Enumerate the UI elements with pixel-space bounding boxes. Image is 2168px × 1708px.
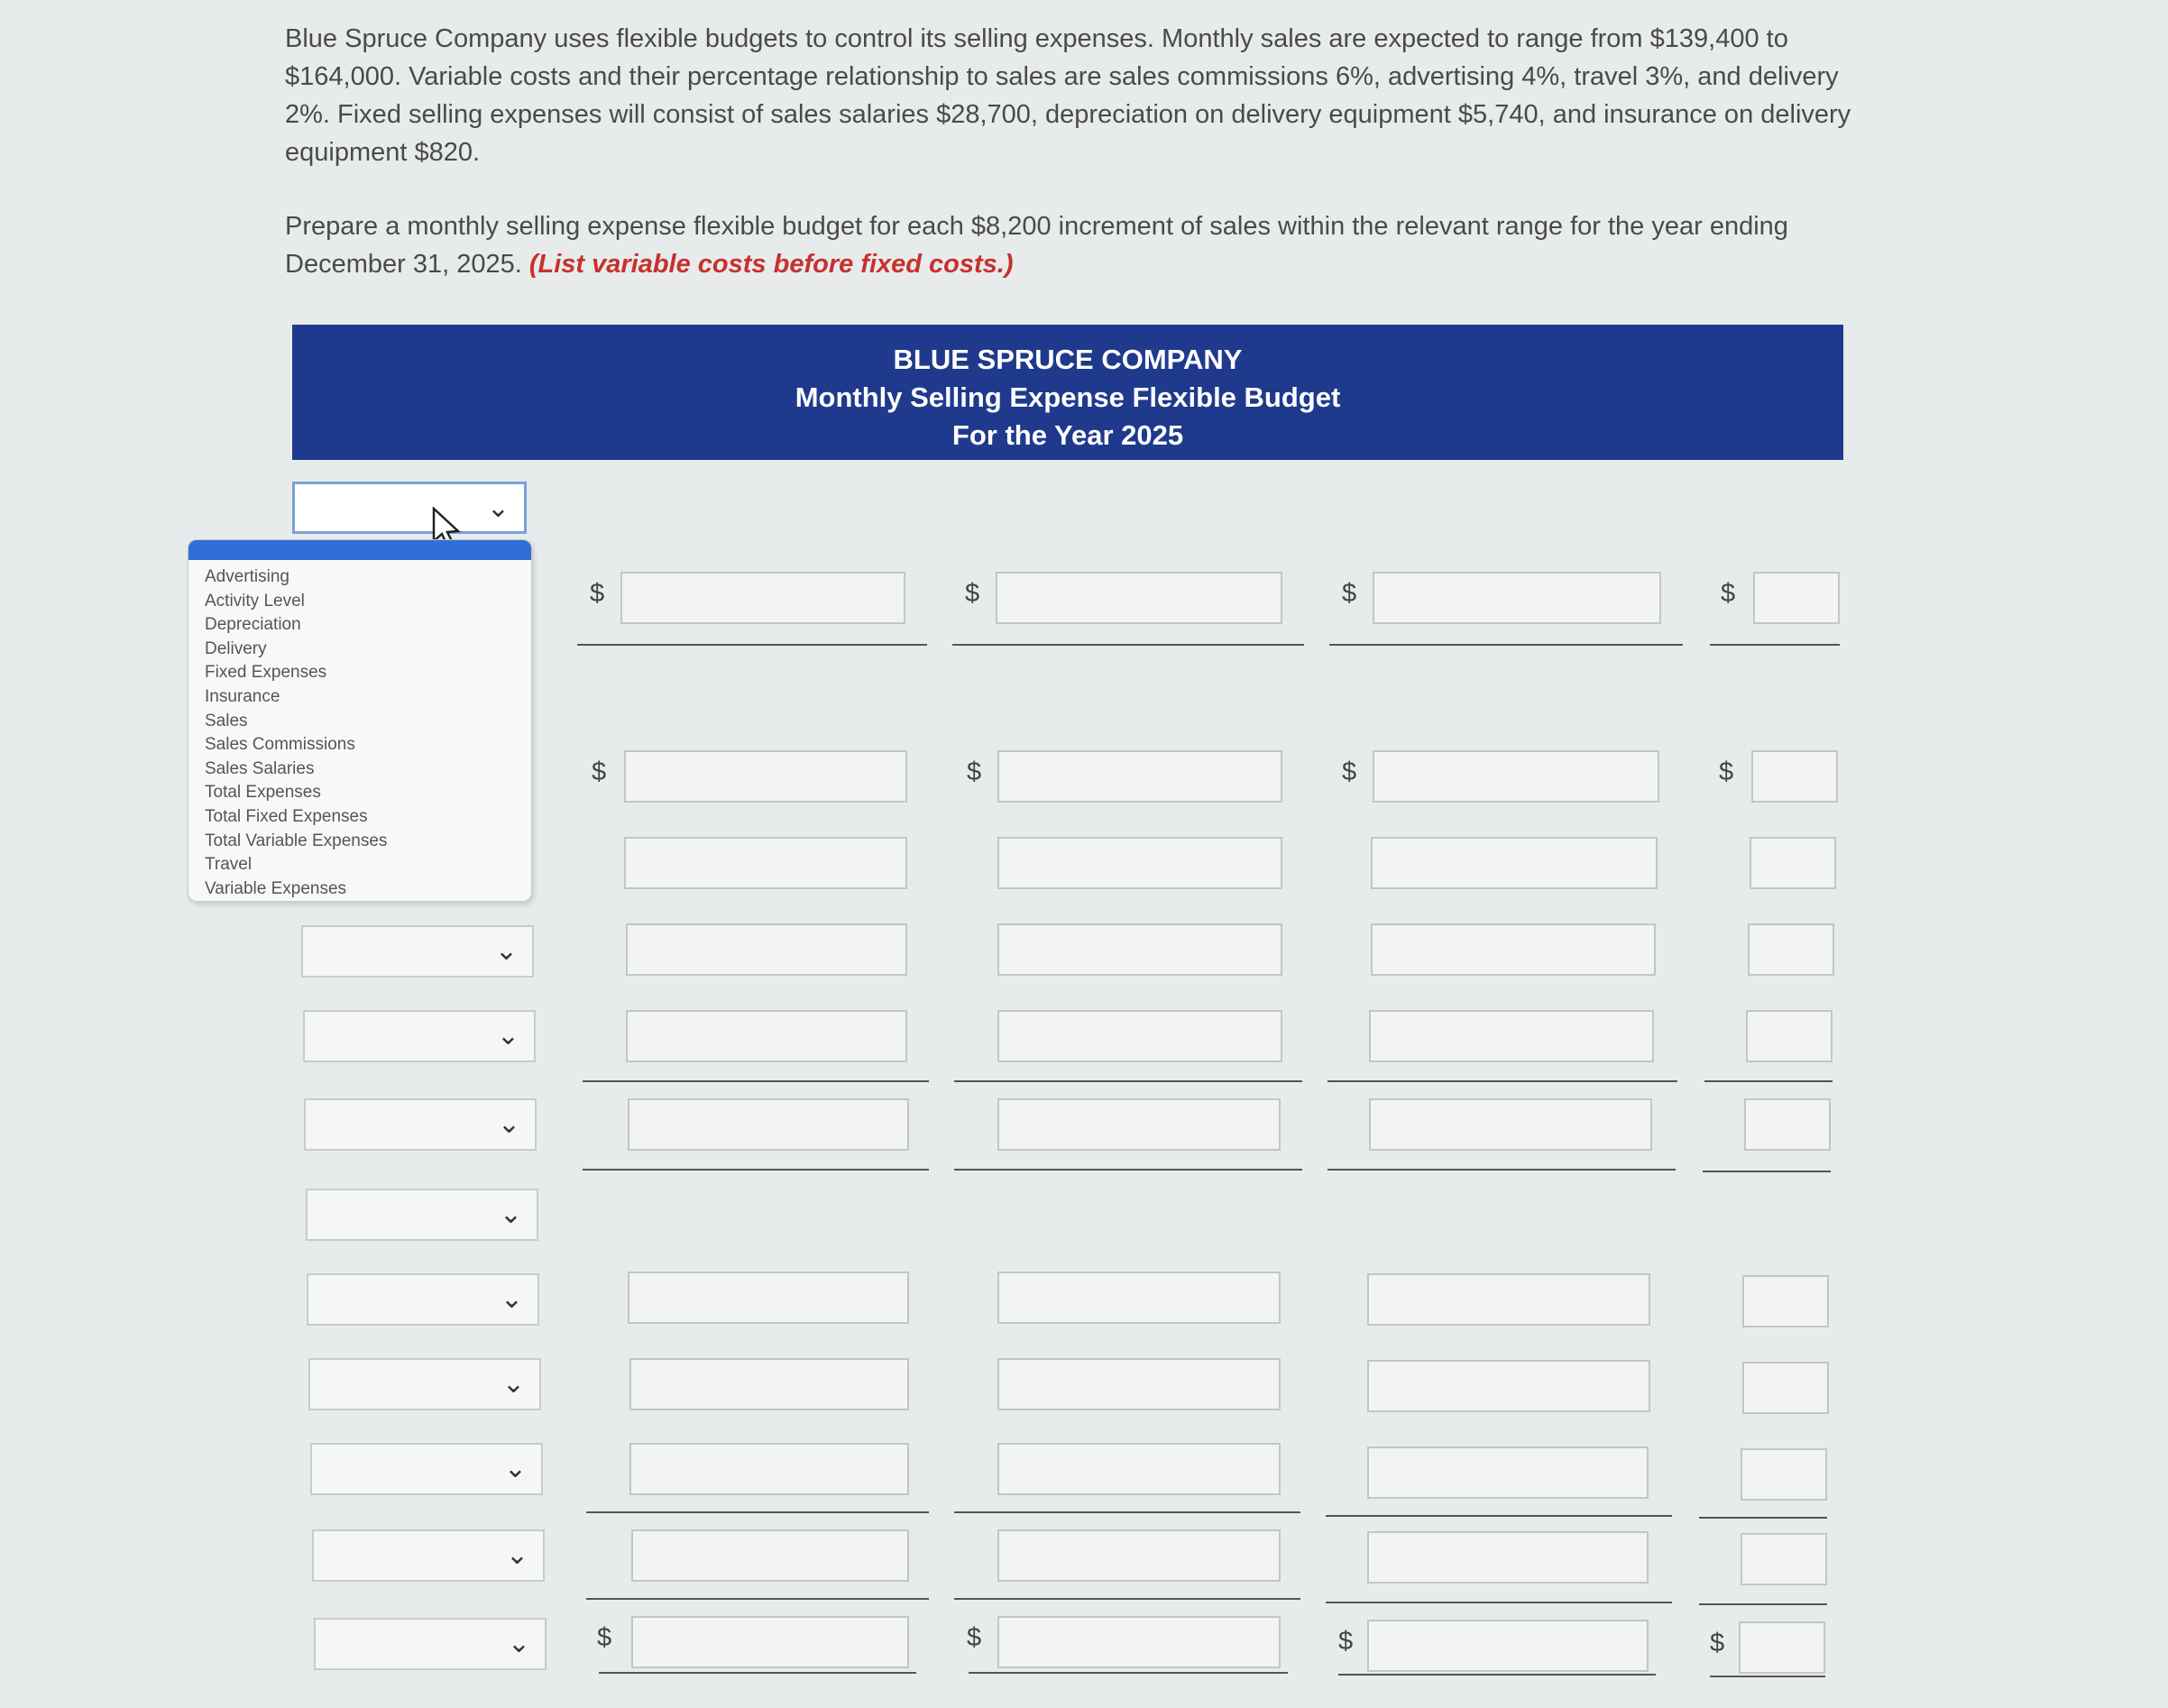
row-label-dropdown-menu[interactable] <box>188 539 532 902</box>
amount-input[interactable] <box>1371 923 1656 976</box>
underline <box>1703 1171 1831 1172</box>
underline <box>583 1169 929 1171</box>
dollar-sign: $ <box>1342 579 1357 608</box>
underline <box>1327 1169 1676 1171</box>
dropdown-option[interactable]: Depreciation <box>205 615 301 635</box>
amount-input[interactable] <box>1751 750 1838 803</box>
amount-input[interactable] <box>1741 1533 1827 1585</box>
problem-intro: Blue Spruce Company uses flexible budgets to control its selling expenses. Monthly sales are expected to range from $139,400 to $164,000. Variable costs and their percentage relationship to sales are sales commissions 6%, advertising 4%, travel 3%, and delivery 2%. Fixed selling expenses will consist of sales salaries $28,700, depreciation on delivery equipment $5,740, and insurance on delivery equipment $820. <box>285 24 1851 167</box>
underline <box>969 1672 1288 1674</box>
dollar-sign: $ <box>967 1623 982 1652</box>
underline <box>1326 1602 1672 1603</box>
dollar-sign: $ <box>1342 758 1357 786</box>
row-label-select[interactable] <box>306 1189 538 1241</box>
underline <box>586 1598 929 1600</box>
amount-input[interactable] <box>1367 1273 1650 1326</box>
problem-question <box>285 207 1854 283</box>
dropdown-highlighted-option[interactable] <box>188 540 531 560</box>
dollar-sign: $ <box>1719 758 1734 786</box>
underline <box>1699 1517 1827 1519</box>
instruction-text: (List variable costs before fixed costs.) <box>528 250 1014 279</box>
dropdown-option[interactable]: Sales Commissions <box>205 735 355 755</box>
amount-input[interactable] <box>624 837 907 889</box>
chevron-down-icon: ⌄ <box>497 1108 520 1140</box>
underline <box>577 644 927 646</box>
budget-title: Monthly Selling Expense Flexible Budget <box>795 381 1341 413</box>
chevron-down-icon: ⌄ <box>496 1020 519 1051</box>
chevron-down-icon: ⌄ <box>507 1628 530 1659</box>
amount-input[interactable] <box>1373 572 1661 624</box>
amount-input[interactable] <box>997 1616 1281 1668</box>
dollar-sign: $ <box>592 758 607 786</box>
chevron-down-icon: ⌄ <box>505 1539 528 1571</box>
row-label-select[interactable] <box>292 482 527 534</box>
question-text: Prepare a monthly selling expense flexible budget for each $8,200 increment of sales within the relevant range for the year ending December 31, 2025. <box>285 212 1788 279</box>
amount-input[interactable] <box>1369 1098 1652 1151</box>
row-label-select[interactable] <box>303 1010 536 1062</box>
amount-input[interactable] <box>629 1443 909 1495</box>
underline <box>1704 1080 1833 1082</box>
amount-input[interactable] <box>631 1616 909 1668</box>
amount-input[interactable] <box>1371 837 1658 889</box>
underline <box>952 644 1304 646</box>
chevron-down-icon: ⌄ <box>499 1198 522 1230</box>
amount-input[interactable] <box>1373 750 1659 803</box>
dollar-sign: $ <box>965 579 980 608</box>
dropdown-option[interactable]: Activity Level <box>205 591 305 611</box>
amount-input[interactable] <box>996 572 1282 624</box>
dropdown-option[interactable]: Sales <box>205 711 248 730</box>
underline <box>1329 644 1683 646</box>
amount-input[interactable] <box>997 1529 1281 1582</box>
underline <box>1710 644 1840 646</box>
row-label-select[interactable] <box>310 1443 543 1495</box>
amount-input[interactable] <box>1742 1275 1829 1327</box>
underline <box>1338 1674 1656 1676</box>
amount-input[interactable] <box>1753 572 1840 624</box>
amount-input[interactable] <box>620 572 905 624</box>
underline <box>1326 1515 1672 1517</box>
budget-header <box>292 325 1843 460</box>
dropdown-option[interactable]: Sales Salaries <box>205 758 315 778</box>
dollar-sign: $ <box>967 758 982 786</box>
dollar-sign: $ <box>1710 1629 1725 1657</box>
dropdown-option[interactable]: Travel <box>205 855 253 875</box>
budget-period: For the Year 2025 <box>951 419 1184 451</box>
dropdown-option[interactable]: Delivery <box>205 638 267 658</box>
amount-input[interactable] <box>997 923 1282 976</box>
underline <box>954 1169 1302 1171</box>
amount-input[interactable] <box>997 1358 1281 1410</box>
amount-input[interactable] <box>626 923 907 976</box>
amount-input[interactable] <box>1369 1010 1654 1062</box>
amount-input[interactable] <box>624 750 907 803</box>
amount-input[interactable] <box>1741 1448 1827 1501</box>
row-label-select[interactable] <box>307 1273 539 1326</box>
amount-input[interactable] <box>1750 837 1836 889</box>
amount-input[interactable] <box>997 1443 1281 1495</box>
amount-input[interactable] <box>628 1272 909 1324</box>
amount-input[interactable] <box>629 1358 909 1410</box>
underline <box>583 1080 929 1082</box>
amount-input[interactable] <box>997 1272 1281 1324</box>
chevron-down-icon: ⌄ <box>501 1368 525 1400</box>
amount-input[interactable] <box>1742 1362 1829 1414</box>
underline <box>1327 1080 1677 1082</box>
underline <box>954 1598 1300 1600</box>
underline <box>1699 1603 1827 1605</box>
amount-input[interactable] <box>997 750 1282 803</box>
chevron-down-icon: ⌄ <box>503 1453 527 1484</box>
amount-input[interactable] <box>1744 1098 1831 1151</box>
chevron-down-icon: ⌄ <box>500 1283 523 1315</box>
amount-input[interactable] <box>1367 1620 1649 1672</box>
dollar-sign: $ <box>597 1623 612 1652</box>
dropdown-options <box>188 560 531 901</box>
row-label-select[interactable] <box>301 925 534 978</box>
amount-input[interactable] <box>1367 1360 1650 1412</box>
problem-text <box>285 20 1854 283</box>
dropdown-option[interactable]: Insurance <box>205 686 280 706</box>
dropdown-option[interactable]: Total Expenses <box>205 783 321 803</box>
amount-input[interactable] <box>1748 923 1834 976</box>
row-label-select[interactable] <box>304 1098 537 1151</box>
dropdown-option[interactable]: Total Variable Expenses <box>205 831 388 850</box>
amount-input[interactable] <box>1739 1621 1825 1674</box>
amount-input[interactable] <box>626 1010 907 1062</box>
underline <box>599 1672 916 1674</box>
dropdown-option[interactable]: Advertising <box>205 567 289 586</box>
dollar-sign: $ <box>590 579 605 608</box>
amount-input[interactable] <box>1367 1446 1649 1499</box>
amount-input[interactable] <box>997 1010 1282 1062</box>
underline <box>954 1511 1300 1513</box>
dollar-sign: $ <box>1338 1627 1354 1656</box>
amount-input[interactable] <box>631 1529 909 1582</box>
amount-input[interactable] <box>997 1098 1281 1151</box>
amount-input[interactable] <box>628 1098 909 1151</box>
dropdown-option[interactable]: Total Fixed Expenses <box>205 806 368 826</box>
amount-input[interactable] <box>997 837 1282 889</box>
company-name: BLUE SPRUCE COMPANY <box>893 344 1243 375</box>
dropdown-option[interactable]: Variable Expenses <box>205 878 347 898</box>
dropdown-option[interactable]: Fixed Expenses <box>205 663 327 683</box>
row-label-select[interactable] <box>312 1529 545 1582</box>
amount-input[interactable] <box>1746 1010 1833 1062</box>
underline <box>1710 1676 1825 1677</box>
row-label-select[interactable] <box>308 1358 541 1410</box>
row-label-select[interactable] <box>314 1618 547 1670</box>
dollar-sign: $ <box>1721 579 1736 608</box>
underline <box>954 1080 1302 1082</box>
chevron-down-icon: ⌄ <box>486 492 510 524</box>
chevron-down-icon: ⌄ <box>494 935 518 967</box>
underline <box>586 1511 929 1513</box>
amount-input[interactable] <box>1367 1531 1649 1584</box>
